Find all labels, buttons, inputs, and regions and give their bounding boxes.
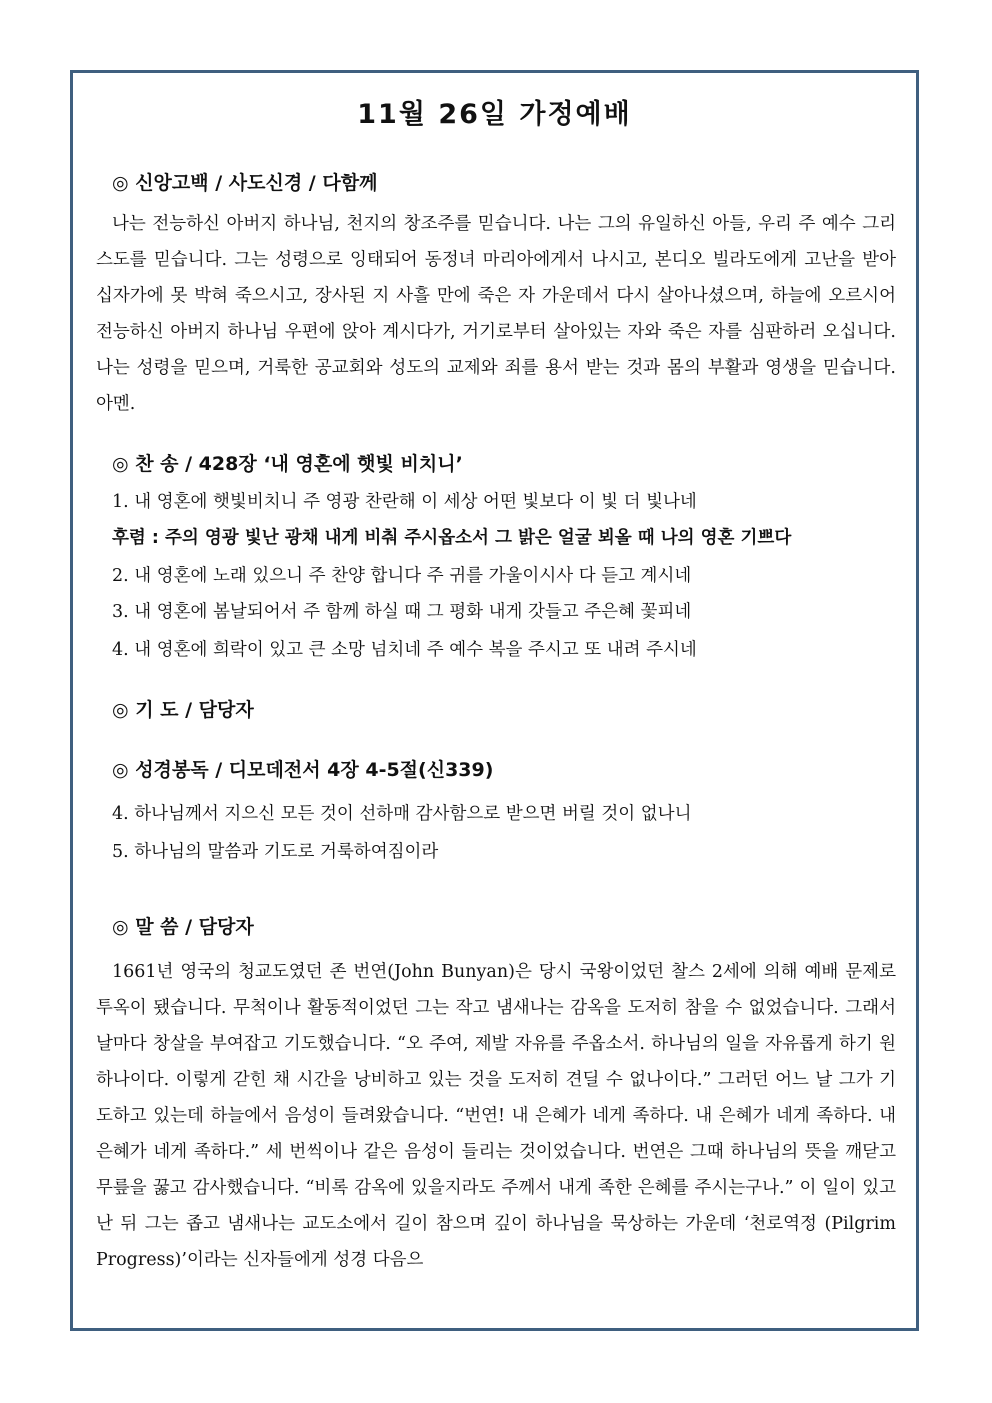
hymn-verse-1: 1. 내 영혼에 햇빛비치니 주 영광 찬란해 이 세상 어떤 빛보다 이 빛 더 빛나네 (112, 492, 697, 512)
hymn-refrain: 후렴 : 주의 영광 빛난 광채 내게 비춰 주시옵소서 그 밝은 얼굴 뵈올 때 나의 영혼 기쁘다 (112, 528, 792, 548)
creed-text: 나는 전능하신 아버지 하나님, 천지의 창조주를 믿습니다. 나는 그의 유일하신 아들, 우리 주 예수 그리스도를 믿습니다. 그는 성령으로 잉태되어 동정녀 마리아에게서 나시고, 본디오 빌라도에게 고난을 받아 십자가에 못 박혀 죽으시고, 장사된 지 사흘 만에 죽은 자 가운데서 다시 살아나셨으며, 하늘에 오르시어 전능하신 아버지 하나님 우편에 앉아 계시다가, 거기로부터 살아있는 자와 죽은 자를 심판하러 오십니다. 나는 성령을 믿으며, 거룩한 공교회와 성도의 교제와 죄를 용서 받는 것과 몸의 부활과 영생을 믿습니다. 아멘. (96, 214, 896, 414)
hymn-verse-2: 2. 내 영혼에 노래 있으니 주 찬양 합니다 주 귀를 가울이시사 다 듣고 계시네 (112, 566, 692, 586)
scripture-verse-4: 4. 하나님께서 지으신 모든 것이 선하매 감사함으로 받으면 버릴 것이 없나니 (112, 804, 692, 824)
hymn-verse-3: 3. 내 영혼에 봄날되어서 주 함께 하실 때 그 평화 내게 갓들고 주은혜 꽃피네 (112, 602, 692, 622)
prayer-heading: ◎ 기 도 / 담당자 (112, 699, 254, 721)
creed-heading: ◎ 신앙고백 / 사도신경 / 다함께 (112, 172, 378, 194)
sermon-text: 1661년 영국의 청교도였던 존 번연(John Bunyan)은 당시 국왕이었던 찰스 2세에 의해 예배 문제로 투옥이 됐습니다. 무척이나 활동적이었던 그는 작고 냄새나는 감옥을 도저히 참을 수 없었습니다. 그래서 날마다 창살을 부여잡고 기도했습니다. “오 주여, 제발 자유를 주옵소서. 하나님의 일을 자유롭게 하기 원하나이다. 이렇게 갇힌 채 시간을 낭비하고 있는 것을 도저히 견딜 수 없나이다.” 그러던 어느 날 그가 기도하고 있는데 하늘에서 음성이 들려왔습니다. “번연! 내 은혜가 네게 족하다. 내 은혜가 네게 족하다. 내 은혜가 네게 족하다.” 세 번씩이나 같은 음성이 들리는 것이었습니다. 번연은 그때 하나님의 뜻을 깨닫고 무릎을 꿇고 감사했습니다. “비록 감옥에 있을지라도 주께서 내게 족한 은혜를 주시는구나.” 이 일이 있고 난 뒤 그는 좁고 냄새나는 교도소에서 길이 참으며 깊이 하나님을 묵상하는 가운데 ‘천로역정 (Pilgrim Progress)’이라는 신자들에게 성경 다음으 (96, 962, 896, 1270)
hymn-heading: ◎ 찬 송 / 428장 ‘내 영혼에 햇빛 비치니’ (112, 453, 463, 475)
sermon-heading: ◎ 말 씀 / 담당자 (112, 916, 254, 938)
hymn-verse-4: 4. 내 영혼에 희락이 있고 큰 소망 넘치네 주 예수 복을 주시고 또 내려 주시네 (112, 640, 697, 660)
scripture-verse-5: 5. 하나님의 말씀과 기도로 거룩하여짐이라 (112, 842, 439, 862)
page-title: 11월 26일 가정예배 (357, 99, 632, 130)
scripture-heading: ◎ 성경봉독 / 디모데전서 4장 4-5절(신339) (112, 759, 494, 781)
